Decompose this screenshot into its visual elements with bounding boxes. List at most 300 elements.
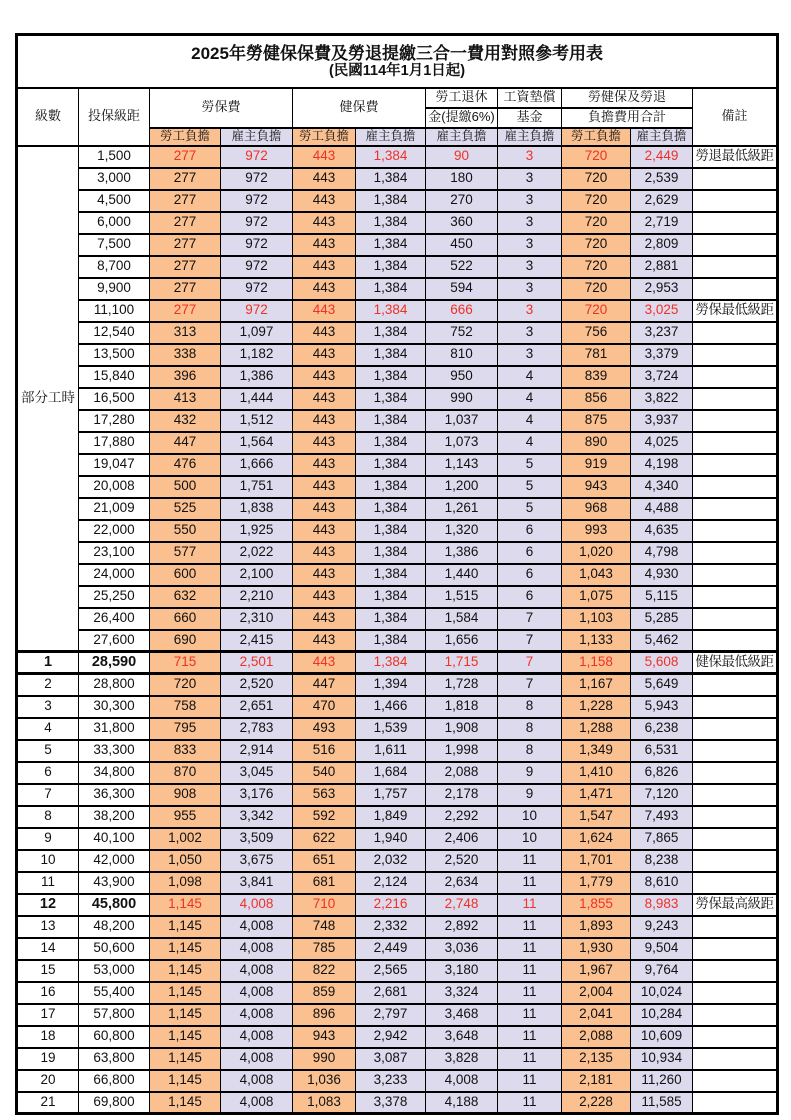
health-employee-cell: 447 [293, 674, 356, 696]
table-row [17, 190, 778, 212]
labor-employee-cell: 277 [150, 300, 221, 322]
health-employee-cell: 710 [293, 894, 356, 916]
health-employee-cell: 470 [293, 696, 356, 718]
labor-employer-cell: 2,310 [221, 608, 293, 630]
wage-fund-cell: 6 [498, 520, 562, 542]
health-employee-cell: 1,036 [293, 1070, 356, 1092]
health-employer-cell: 1,384 [356, 542, 426, 564]
labor-employer-cell: 1,444 [221, 388, 293, 410]
labor-employee-cell: 1,145 [150, 1048, 221, 1070]
total-employer-cell: 3,025 [631, 300, 693, 322]
labor-employer-cell: 972 [221, 256, 293, 278]
table-row [17, 256, 778, 278]
bracket-cell: 3,000 [79, 168, 150, 190]
note-cell [693, 762, 778, 784]
note-cell [693, 806, 778, 828]
total-employer-cell: 7,865 [631, 828, 693, 850]
health-employer-cell: 1,384 [356, 256, 426, 278]
health-employee-cell: 443 [293, 608, 356, 630]
health-employee-cell: 990 [293, 1048, 356, 1070]
labor-employee-cell: 1,002 [150, 828, 221, 850]
health-employee-cell: 443 [293, 542, 356, 564]
total-employee-cell: 1,930 [562, 938, 631, 960]
wage-fund-cell: 3 [498, 168, 562, 190]
labor-employer-cell: 3,675 [221, 850, 293, 872]
total-employer-cell: 5,608 [631, 652, 693, 674]
note-cell [693, 1070, 778, 1092]
labor-employer-cell: 972 [221, 300, 293, 322]
note-cell [693, 476, 778, 498]
table-row [17, 168, 778, 190]
labor-employer-cell: 972 [221, 190, 293, 212]
pension-cell: 270 [426, 190, 498, 212]
labor-employee-cell: 313 [150, 322, 221, 344]
total-employer-cell: 8,610 [631, 872, 693, 894]
level-cell: 11 [17, 872, 79, 894]
wage-fund-cell: 3 [498, 300, 562, 322]
health-employer-cell: 1,384 [356, 630, 426, 652]
table-row [17, 784, 778, 806]
health-employee-cell: 443 [293, 300, 356, 322]
note-cell: 勞保最低級距 [693, 300, 778, 322]
health-employer-cell: 1,384 [356, 454, 426, 476]
total-employee-cell: 919 [562, 454, 631, 476]
bracket-cell: 28,590 [79, 652, 150, 674]
labor-employee-cell: 396 [150, 366, 221, 388]
labor-employee-cell: 277 [150, 234, 221, 256]
bracket-cell: 53,000 [79, 960, 150, 982]
wage-fund-cell: 11 [498, 938, 562, 960]
health-employee-cell: 443 [293, 520, 356, 542]
note-cell [693, 982, 778, 1004]
total-employer-cell: 2,539 [631, 168, 693, 190]
total-employee-cell: 720 [562, 212, 631, 234]
total-employee-cell: 2,135 [562, 1048, 631, 1070]
note-cell [693, 784, 778, 806]
labor-employer-cell: 1,097 [221, 322, 293, 344]
labor-employee-cell: 795 [150, 718, 221, 740]
labor-employer-cell: 3,045 [221, 762, 293, 784]
total-employer-cell: 4,798 [631, 542, 693, 564]
note-cell [693, 212, 778, 234]
wage-fund-cell: 11 [498, 1070, 562, 1092]
total-employer-cell: 6,238 [631, 718, 693, 740]
labor-employee-cell: 600 [150, 564, 221, 586]
note-cell: 勞退最低級距 [693, 146, 778, 168]
subheader-pension-employer: 雇主負擔 [426, 128, 498, 146]
health-employer-cell: 3,087 [356, 1048, 426, 1070]
wage-fund-cell: 4 [498, 388, 562, 410]
health-employer-cell: 1,384 [356, 564, 426, 586]
pension-cell: 2,520 [426, 850, 498, 872]
table-row [17, 410, 778, 432]
note-cell [693, 520, 778, 542]
total-employee-cell: 720 [562, 168, 631, 190]
pension-cell: 666 [426, 300, 498, 322]
bracket-cell: 8,700 [79, 256, 150, 278]
table-title-cell [17, 35, 778, 88]
total-employee-cell: 1,893 [562, 916, 631, 938]
total-employer-cell: 2,449 [631, 146, 693, 168]
labor-employer-cell: 3,841 [221, 872, 293, 894]
health-employee-cell: 493 [293, 718, 356, 740]
wage-fund-cell: 8 [498, 740, 562, 762]
health-employee-cell: 443 [293, 564, 356, 586]
table-row [17, 212, 778, 234]
bracket-cell: 15,840 [79, 366, 150, 388]
total-employee-cell: 2,041 [562, 1004, 631, 1026]
pension-cell: 2,178 [426, 784, 498, 806]
labor-employee-cell: 277 [150, 256, 221, 278]
health-employee-cell: 443 [293, 498, 356, 520]
wage-fund-cell: 3 [498, 322, 562, 344]
health-employer-cell: 1,384 [356, 520, 426, 542]
level-cell: 10 [17, 850, 79, 872]
bracket-cell: 6,000 [79, 212, 150, 234]
table-row [17, 894, 778, 916]
pension-cell: 1,320 [426, 520, 498, 542]
pension-cell: 1,584 [426, 608, 498, 630]
labor-employee-cell: 277 [150, 212, 221, 234]
level-cell: 6 [17, 762, 79, 784]
total-employer-cell: 10,609 [631, 1026, 693, 1048]
header-wage-fund-line2: 基金 [498, 108, 562, 128]
level-cell: 14 [17, 938, 79, 960]
labor-employee-cell: 277 [150, 190, 221, 212]
bracket-cell: 19,047 [79, 454, 150, 476]
wage-fund-cell: 11 [498, 982, 562, 1004]
health-employer-cell: 1,384 [356, 234, 426, 256]
health-employer-cell: 2,032 [356, 850, 426, 872]
labor-employee-cell: 432 [150, 410, 221, 432]
labor-employee-cell: 277 [150, 168, 221, 190]
table-row [17, 608, 778, 630]
wage-fund-cell: 5 [498, 454, 562, 476]
bracket-cell: 31,800 [79, 718, 150, 740]
level-cell: 2 [17, 674, 79, 696]
health-employee-cell: 563 [293, 784, 356, 806]
note-cell [693, 454, 778, 476]
subheader-health-employer: 雇主負擔 [356, 128, 426, 146]
labor-employer-cell: 4,008 [221, 1004, 293, 1026]
table-row [17, 718, 778, 740]
bracket-cell: 1,500 [79, 146, 150, 168]
labor-employer-cell: 3,176 [221, 784, 293, 806]
labor-employer-cell: 972 [221, 278, 293, 300]
health-employee-cell: 443 [293, 212, 356, 234]
table-row [17, 542, 778, 564]
labor-employer-cell: 972 [221, 212, 293, 234]
wage-fund-cell: 11 [498, 1048, 562, 1070]
labor-employee-cell: 955 [150, 806, 221, 828]
health-employee-cell: 651 [293, 850, 356, 872]
table-row [17, 630, 778, 652]
subheader-total-employee: 勞工負擔 [562, 128, 631, 146]
pension-cell: 1,515 [426, 586, 498, 608]
health-employer-cell: 1,684 [356, 762, 426, 784]
bracket-cell: 26,400 [79, 608, 150, 630]
total-employee-cell: 2,181 [562, 1070, 631, 1092]
wage-fund-cell: 3 [498, 278, 562, 300]
health-employer-cell: 1,466 [356, 696, 426, 718]
health-employer-cell: 1,384 [356, 278, 426, 300]
note-cell [693, 168, 778, 190]
wage-fund-cell: 11 [498, 850, 562, 872]
table-row [17, 982, 778, 1004]
labor-employer-cell: 1,751 [221, 476, 293, 498]
labor-employer-cell: 2,520 [221, 674, 293, 696]
total-employer-cell: 2,953 [631, 278, 693, 300]
labor-employee-cell: 550 [150, 520, 221, 542]
level-cell: 12 [17, 894, 79, 916]
labor-employee-cell: 413 [150, 388, 221, 410]
total-employee-cell: 839 [562, 366, 631, 388]
health-employer-cell: 2,681 [356, 982, 426, 1004]
header-wage-fund-line1: 工資墊償 [498, 88, 562, 108]
bracket-cell: 27,600 [79, 630, 150, 652]
table-row [17, 432, 778, 454]
total-employee-cell: 856 [562, 388, 631, 410]
wage-fund-cell: 9 [498, 762, 562, 784]
total-employer-cell: 11,585 [631, 1092, 693, 1114]
total-employee-cell: 720 [562, 190, 631, 212]
labor-employee-cell: 500 [150, 476, 221, 498]
total-employer-cell: 9,764 [631, 960, 693, 982]
wage-fund-cell: 10 [498, 828, 562, 850]
health-employee-cell: 785 [293, 938, 356, 960]
table-row [17, 916, 778, 938]
total-employer-cell: 6,826 [631, 762, 693, 784]
health-employee-cell: 443 [293, 322, 356, 344]
total-employee-cell: 943 [562, 476, 631, 498]
labor-employer-cell: 4,008 [221, 916, 293, 938]
health-employer-cell: 1,384 [356, 322, 426, 344]
note-cell [693, 344, 778, 366]
health-employer-cell: 1,384 [356, 212, 426, 234]
pension-cell: 4,188 [426, 1092, 498, 1114]
pension-cell: 1,261 [426, 498, 498, 520]
level-cell: 20 [17, 1070, 79, 1092]
labor-employer-cell: 1,925 [221, 520, 293, 542]
labor-employer-cell: 4,008 [221, 982, 293, 1004]
health-employer-cell: 1,384 [356, 388, 426, 410]
health-employer-cell: 2,449 [356, 938, 426, 960]
pension-cell: 1,143 [426, 454, 498, 476]
labor-employer-cell: 2,651 [221, 696, 293, 718]
subheader-labor-employer: 雇主負擔 [221, 128, 293, 146]
table-row [17, 454, 778, 476]
health-employer-cell: 1,384 [356, 366, 426, 388]
health-employer-cell: 1,384 [356, 168, 426, 190]
pension-cell: 360 [426, 212, 498, 234]
level-cell: 15 [17, 960, 79, 982]
bracket-cell: 17,280 [79, 410, 150, 432]
total-employee-cell: 1,043 [562, 564, 631, 586]
wage-fund-cell: 11 [498, 1026, 562, 1048]
health-employee-cell: 822 [293, 960, 356, 982]
pension-cell: 1,200 [426, 476, 498, 498]
wage-fund-cell: 8 [498, 696, 562, 718]
note-cell [693, 190, 778, 212]
note-cell [693, 542, 778, 564]
wage-fund-cell: 4 [498, 432, 562, 454]
wage-fund-cell: 3 [498, 256, 562, 278]
total-employer-cell: 2,719 [631, 212, 693, 234]
bracket-cell: 20,008 [79, 476, 150, 498]
header-total-line2: 負擔費用合計 [562, 108, 693, 128]
wage-fund-cell: 6 [498, 564, 562, 586]
bracket-cell: 7,500 [79, 234, 150, 256]
labor-employer-cell: 4,008 [221, 894, 293, 916]
bracket-cell: 25,250 [79, 586, 150, 608]
note-cell [693, 1004, 778, 1026]
level-cell: 16 [17, 982, 79, 1004]
note-cell [693, 674, 778, 696]
health-employer-cell: 1,384 [356, 432, 426, 454]
labor-employee-cell: 447 [150, 432, 221, 454]
total-employee-cell: 1,855 [562, 894, 631, 916]
labor-employer-cell: 4,008 [221, 938, 293, 960]
total-employee-cell: 756 [562, 322, 631, 344]
health-employee-cell: 681 [293, 872, 356, 894]
total-employee-cell: 720 [562, 234, 631, 256]
total-employer-cell: 3,379 [631, 344, 693, 366]
labor-employer-cell: 2,914 [221, 740, 293, 762]
health-employee-cell: 443 [293, 256, 356, 278]
note-cell [693, 828, 778, 850]
note-cell [693, 938, 778, 960]
bracket-cell: 16,500 [79, 388, 150, 410]
table-row [17, 586, 778, 608]
labor-employer-cell: 1,666 [221, 454, 293, 476]
labor-employee-cell: 1,145 [150, 1004, 221, 1026]
table-row [17, 850, 778, 872]
total-employer-cell: 11,260 [631, 1070, 693, 1092]
pension-cell: 90 [426, 146, 498, 168]
total-employer-cell: 4,930 [631, 564, 693, 586]
labor-employer-cell: 2,783 [221, 718, 293, 740]
total-employer-cell: 10,934 [631, 1048, 693, 1070]
health-employee-cell: 443 [293, 652, 356, 674]
table-row [17, 300, 778, 322]
bracket-cell: 50,600 [79, 938, 150, 960]
bracket-cell: 9,900 [79, 278, 150, 300]
labor-employer-cell: 972 [221, 168, 293, 190]
total-employer-cell: 5,943 [631, 696, 693, 718]
wage-fund-cell: 4 [498, 366, 562, 388]
pension-cell: 4,008 [426, 1070, 498, 1092]
total-employer-cell: 3,937 [631, 410, 693, 432]
labor-employee-cell: 1,145 [150, 1026, 221, 1048]
note-cell [693, 850, 778, 872]
bracket-cell: 66,800 [79, 1070, 150, 1092]
labor-employer-cell: 1,512 [221, 410, 293, 432]
health-employer-cell: 1,384 [356, 498, 426, 520]
table-row [17, 828, 778, 850]
wage-fund-cell: 3 [498, 190, 562, 212]
subheader-total-employer: 雇主負擔 [631, 128, 693, 146]
note-cell [693, 278, 778, 300]
health-employer-cell: 1,940 [356, 828, 426, 850]
total-employer-cell: 3,237 [631, 322, 693, 344]
table-row [17, 696, 778, 718]
pension-cell: 522 [426, 256, 498, 278]
bracket-cell: 4,500 [79, 190, 150, 212]
pension-cell: 180 [426, 168, 498, 190]
health-employer-cell: 2,942 [356, 1026, 426, 1048]
total-employee-cell: 720 [562, 278, 631, 300]
total-employer-cell: 7,120 [631, 784, 693, 806]
total-employer-cell: 9,504 [631, 938, 693, 960]
labor-employer-cell: 2,415 [221, 630, 293, 652]
labor-employee-cell: 632 [150, 586, 221, 608]
pension-cell: 1,908 [426, 718, 498, 740]
labor-employer-cell: 1,386 [221, 366, 293, 388]
note-cell [693, 388, 778, 410]
labor-employee-cell: 1,145 [150, 916, 221, 938]
pension-cell: 3,324 [426, 982, 498, 1004]
note-cell [693, 498, 778, 520]
total-employer-cell: 2,881 [631, 256, 693, 278]
total-employer-cell: 3,822 [631, 388, 693, 410]
labor-employee-cell: 908 [150, 784, 221, 806]
level-cell: 4 [17, 718, 79, 740]
note-cell [693, 696, 778, 718]
header-level: 級數 [17, 88, 79, 146]
pension-cell: 1,073 [426, 432, 498, 454]
health-employee-cell: 592 [293, 806, 356, 828]
subheader-labor-employee: 勞工負擔 [150, 128, 221, 146]
bracket-cell: 63,800 [79, 1048, 150, 1070]
total-employee-cell: 720 [562, 146, 631, 168]
bracket-cell: 33,300 [79, 740, 150, 762]
labor-employer-cell: 2,100 [221, 564, 293, 586]
health-employer-cell: 2,332 [356, 916, 426, 938]
table-row [17, 1048, 778, 1070]
total-employer-cell: 6,531 [631, 740, 693, 762]
header-labor-insurance-group: 勞保費 [150, 88, 293, 128]
note-cell [693, 916, 778, 938]
health-employee-cell: 443 [293, 630, 356, 652]
bracket-cell: 23,100 [79, 542, 150, 564]
total-employee-cell: 1,624 [562, 828, 631, 850]
health-employer-cell: 2,565 [356, 960, 426, 982]
labor-employer-cell: 3,509 [221, 828, 293, 850]
bracket-cell: 38,200 [79, 806, 150, 828]
wage-fund-cell: 7 [498, 630, 562, 652]
wage-fund-cell: 8 [498, 718, 562, 740]
labor-employer-cell: 3,342 [221, 806, 293, 828]
note-cell [693, 872, 778, 894]
health-employee-cell: 622 [293, 828, 356, 850]
note-cell [693, 630, 778, 652]
health-employee-cell: 748 [293, 916, 356, 938]
labor-employee-cell: 1,145 [150, 960, 221, 982]
level-cell: 8 [17, 806, 79, 828]
health-employer-cell: 2,124 [356, 872, 426, 894]
note-cell [693, 718, 778, 740]
labor-employee-cell: 476 [150, 454, 221, 476]
labor-employee-cell: 720 [150, 674, 221, 696]
table-row [17, 322, 778, 344]
note-cell [693, 1048, 778, 1070]
labor-employee-cell: 690 [150, 630, 221, 652]
total-employer-cell: 2,629 [631, 190, 693, 212]
labor-employee-cell: 1,145 [150, 894, 221, 916]
wage-fund-cell: 3 [498, 344, 562, 366]
pension-cell: 450 [426, 234, 498, 256]
table-row [17, 762, 778, 784]
